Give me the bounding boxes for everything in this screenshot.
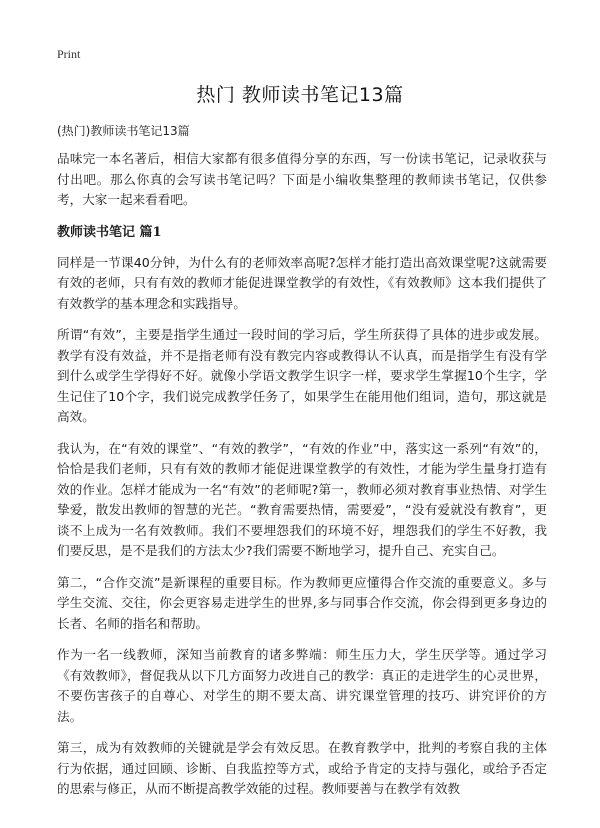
article-subtitle: (热门)教师读书笔记13篇 bbox=[57, 124, 190, 138]
body-paragraph: 所谓“有效”，主要是指学生通过一段时间的学习后，学生所获得了具体的进步或发展。教学有没有效益，并不是指老师有没有教完内容或教得认不认真，而是指学生有没有学到什么或学生学得好不好。就像小学语文教学生识字一样，要求学生掌握10个生字，学生记住了10个字，我们说完成教学任务了，如果学生在能用他们组词，造句，那这就是高效。 bbox=[57, 327, 547, 424]
body-paragraph: 作为一名一线教师，深知当前教育的诸多弊端：师生压力大，学生厌学等。通过学习《有效教师》，督促我从以下几方面努力改进自己的教学：真正的走进学生的心灵世界，不要伤害孩子的自尊心、对学生的期不要太高、讲究课堂管理的技巧、讲究评价的方法。 bbox=[57, 647, 547, 724]
body-paragraph: 第三，成为有效教师的关键就是学会有效反思。在教育教学中，批判的考察自我的主体行为依据，通过回顾、诊断、自我监控等方式，或给予肯定的支持与强化，或给予否定的思索与修正，从而不断提高教学效能的过程。教师要善与在教学有效教 bbox=[57, 740, 547, 796]
article-body bbox=[57, 149, 547, 811]
body-paragraph: 我认为，在“有效的课堂”、“有效的教学”，“有效的作业”中，落实这一系列“有效”的，恰恰是我们老师，只有有效的教师才能促进课堂教学的有效性，才能为学生量身打造有效的作业。怎样才能成为一名“有效”的老师呢?第一，教师必须对教育事业热情、对学生挚爱，散发出教师的智慧的光芒。“教育需要热情，需要爱”，“没有爱就没有教育”，更谈不上成为一名有效教师。我们不要埋怨我们的环境不好，埋怨我们的学生不好教，我们要反思，是不是我们的方法太少?我们需要不断地学习，提升自己、充实自己。 bbox=[57, 440, 547, 558]
intro-paragraph: 品味完一本名著后，相信大家都有很多值得分享的东西，写一份读书笔记，记录收获与付出吧。那么你真的会写读书笔记吗？下面是小编收集整理的教师读书笔记，仅供参考，大家一起来看看吧。 bbox=[57, 151, 547, 207]
page-title: 热门 教师读书笔记13篇 bbox=[196, 84, 404, 106]
print-link[interactable]: Print bbox=[57, 47, 81, 61]
body-paragraph: 第二，“合作交流”是新课程的重要目标。作为教师更应懂得合作交流的重要意义。多与学生交流、交往，你会更容易走进学生的世界,多与同事合作交流，你会得到更多身边的长者、名师的指名和帮助。 bbox=[57, 574, 547, 631]
section-heading: 教师读书笔记 篇1 bbox=[57, 224, 162, 240]
body-paragraph: 同样是一节课40分钟，为什么有的老师效率高呢?怎样才能打造出高效课堂呢?这就需要有效的老师，只有有效的教师才能促进课堂教学的有效性，《有效教师》这本我们提供了有效教学的基本理念和实践指导。 bbox=[57, 254, 547, 311]
